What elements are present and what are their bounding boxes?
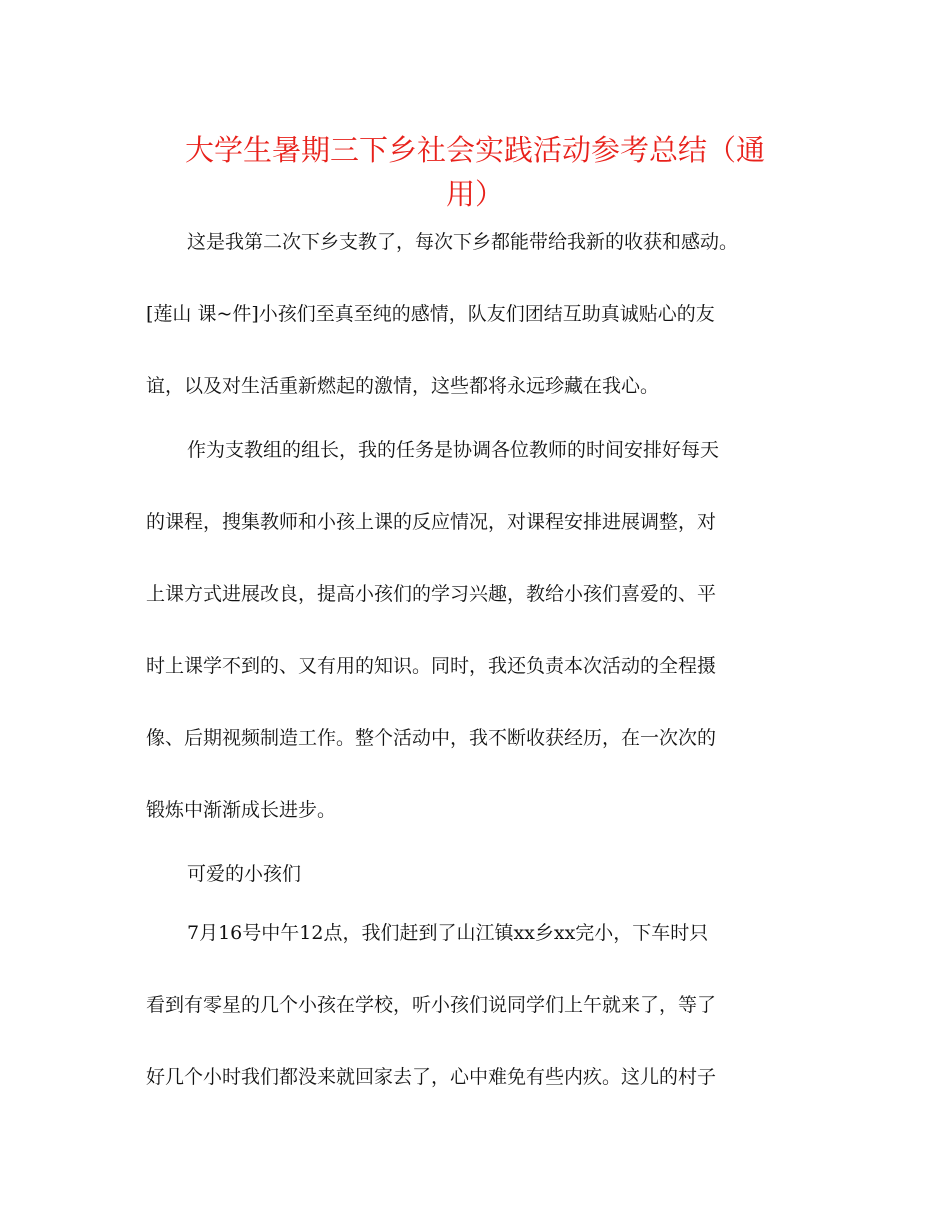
- paragraph-2-line-2: 的课程，搜集教师和小孩上课的反应情况，对课程安排进展调整，对: [146, 511, 717, 533]
- document-title-line-2: 用）: [445, 177, 504, 211]
- paragraph-3-line-1: 7月16号中午12点，我们赶到了山江镇xx乡xx完小，下车时只: [187, 922, 709, 944]
- paragraph-1-line-2: [莲山 课~件]小孩们至真至纯的感情，队友们团结互助真诚贴心的友: [146, 303, 715, 325]
- paragraph-2-line-4: 时上课学不到的、又有用的知识。同时，我还负责本次活动的全程摄: [146, 655, 717, 677]
- section-heading: 可爱的小孩们: [187, 863, 302, 885]
- paragraph-3-line-3: 好几个小时我们都没来就回家去了，心中难免有些内疚。这儿的村子: [146, 1066, 717, 1088]
- paragraph-2-line-3: 上课方式进展改良，提高小孩们的学习兴趣，教给小孩们喜爱的、平: [146, 583, 717, 605]
- paragraph-3-line-2: 看到有零星的几个小孩在学校，听小孩们说同学们上午就来了，等了: [146, 994, 717, 1016]
- paragraph-2-line-5: 像、后期视频制造工作。整个活动中，我不断收获经历，在一次次的: [146, 727, 717, 749]
- paragraph-2-line-6: 锻炼中渐渐成长进步。: [146, 799, 337, 821]
- paragraph-2-line-1: 作为支教组的组长，我的任务是协调各位教师的时间安排好每天: [187, 439, 720, 461]
- document-title-line-1: 大学生暑期三下乡社会实践活动参考总结（通: [184, 133, 765, 167]
- paragraph-1-line-3: 谊，以及对生活重新燃起的激情，这些都将永远珍藏在我心。: [146, 375, 660, 397]
- paragraph-1-line-1: 这是我第二次下乡支教了，每次下乡都能带给我新的收获和感动。: [187, 231, 739, 253]
